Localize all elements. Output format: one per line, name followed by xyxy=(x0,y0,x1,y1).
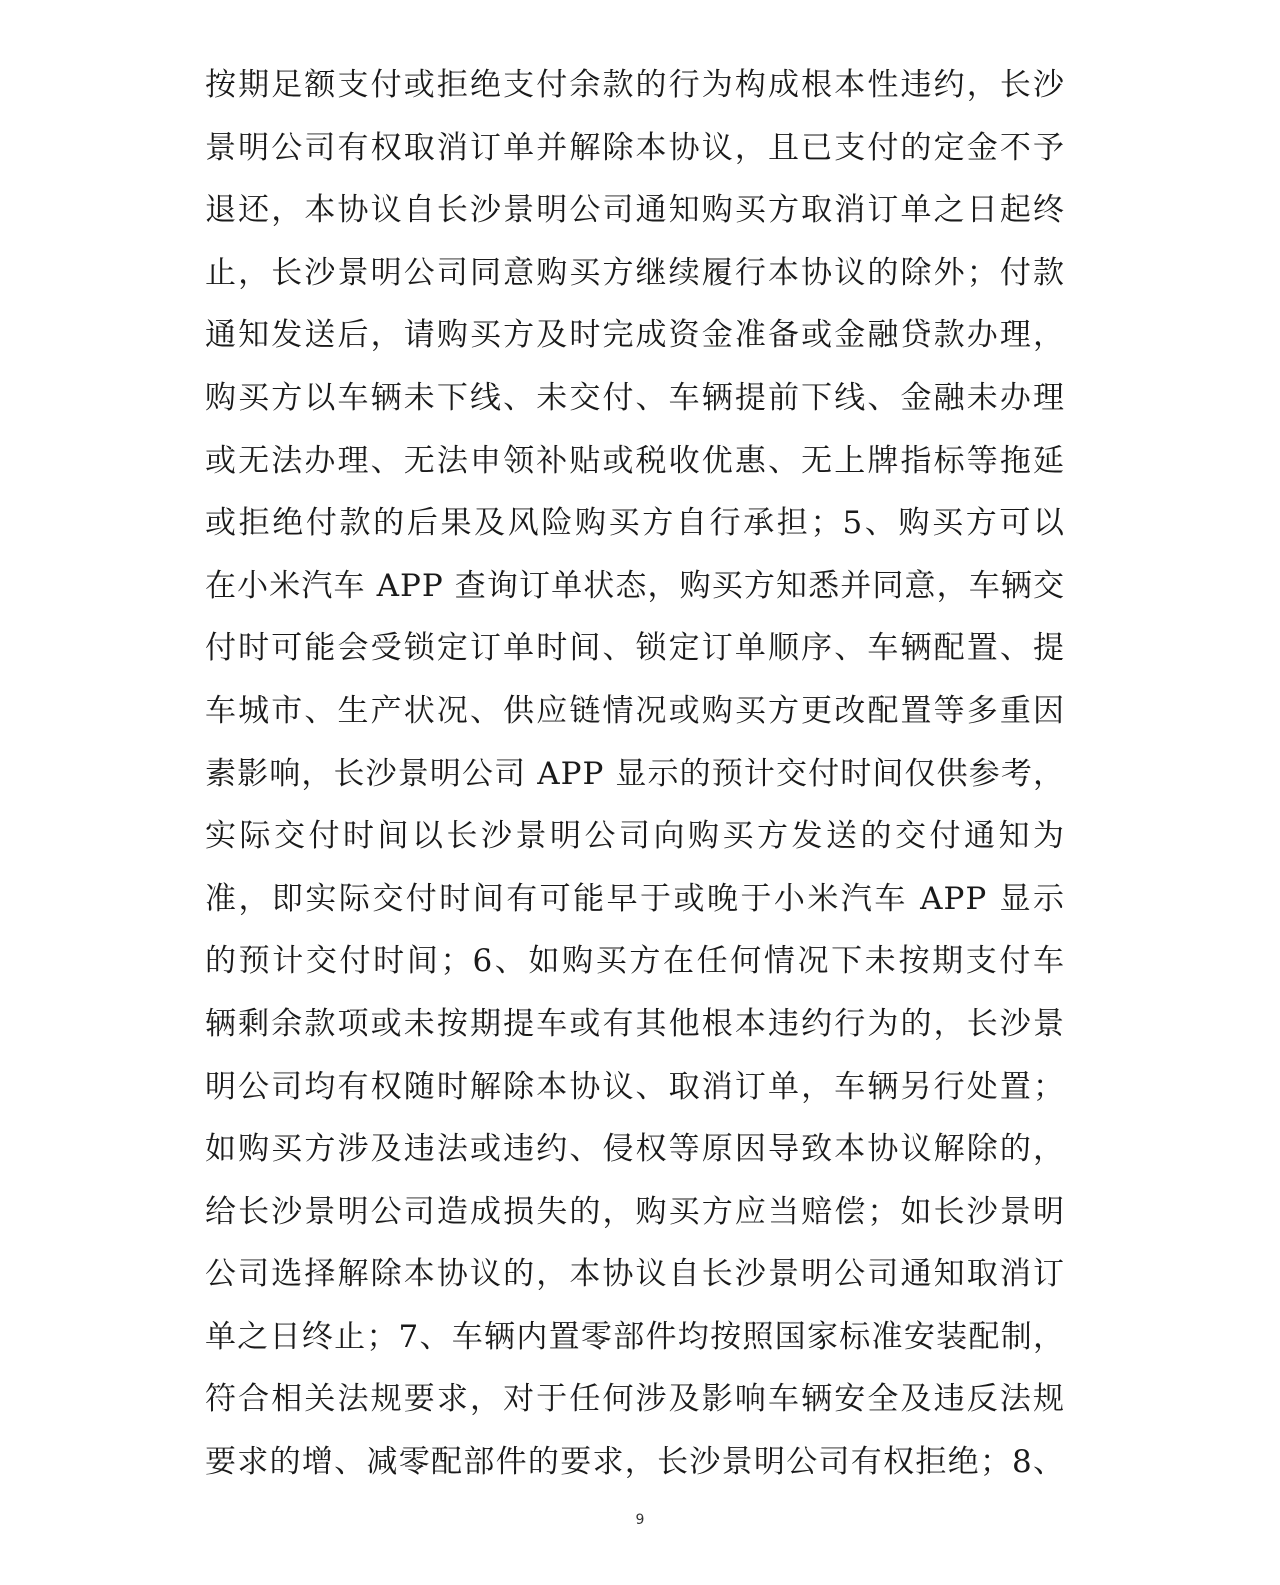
text-line: 准，即实际交付时间有可能早于或晚于小米汽车 APP 显示 xyxy=(205,880,1065,917)
text-line: 实际交付时间以长沙景明公司向购买方发送的交付通知为 xyxy=(205,818,1065,855)
text-line: 付时可能会受锁定订单时间、锁定订单顺序、车辆配置、提 xyxy=(205,630,1065,667)
text-line: 止，长沙景明公司同意购买方继续履行本协议的除外；付款 xyxy=(205,254,1065,291)
text-line: 给长沙景明公司造成损失的，购买方应当赔偿；如长沙景明 xyxy=(205,1193,1065,1230)
text-line: 辆剩余款项或未按期提车或有其他根本违约行为的，长沙景 xyxy=(205,1005,1065,1042)
text-line: 如购买方涉及违法或违约、侵权等原因导致本协议解除的， xyxy=(205,1131,1065,1168)
text-line: 车城市、生产状况、供应链情况或购买方更改配置等多重因 xyxy=(205,692,1065,729)
page-number: 9 xyxy=(635,1512,645,1528)
text-line: 在小米汽车 APP 查询订单状态，购买方知悉并同意，车辆交 xyxy=(205,567,1065,604)
text-line: 景明公司有权取消订单并解除本协议，且已支付的定金不予 xyxy=(205,129,1065,166)
text-line: 购买方以车辆未下线、未交付、车辆提前下线、金融未办理 xyxy=(205,379,1065,416)
text-line: 符合相关法规要求，对于任何涉及影响车辆安全及违反法规 xyxy=(205,1381,1065,1418)
text-line: 公司选择解除本协议的，本协议自长沙景明公司通知取消订 xyxy=(205,1256,1065,1293)
text-line: 的预计交付时间；6、如购买方在任何情况下未按期支付车 xyxy=(205,943,1065,980)
text-line: 按期足额支付或拒绝支付余款的行为构成根本性违约，长沙 xyxy=(205,67,1065,103)
text-line: 明公司均有权随时解除本协议、取消订单，车辆另行处置； xyxy=(205,1068,1065,1105)
text-line: 或无法办理、无法申领补贴或税收优惠、无上牌指标等拖延 xyxy=(205,442,1065,479)
text-line: 素影响，长沙景明公司 APP 显示的预计交付时间仅供参考， xyxy=(205,755,1065,792)
text-line: 或拒绝付款的后果及风险购买方自行承担；5、购买方可以 xyxy=(205,505,1065,542)
text-line: 通知发送后，请购买方及时完成资金准备或金融贷款办理， xyxy=(205,317,1065,354)
text-line: 要求的增、减零配部件的要求，长沙景明公司有权拒绝；8、 xyxy=(205,1444,1065,1481)
body-text xyxy=(205,54,1065,1494)
text-line: 退还，本协议自长沙景明公司通知购买方取消订单之日起终 xyxy=(205,192,1065,229)
text-line: 单之日终止；7、车辆内置零部件均按照国家标准安装配制， xyxy=(205,1318,1065,1355)
